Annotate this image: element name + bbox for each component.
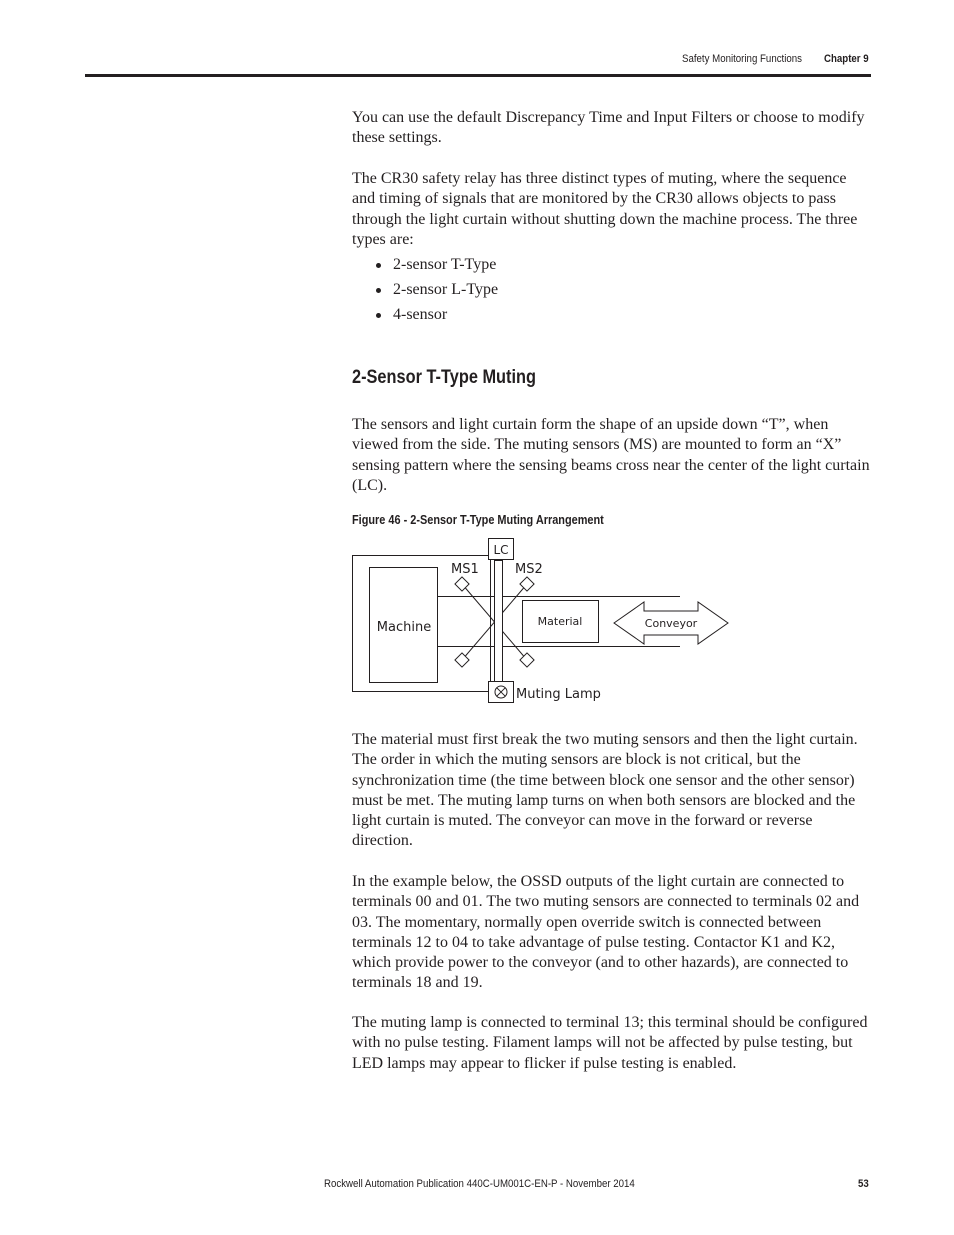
list-item: 2-sensor L-Type xyxy=(352,279,872,304)
header-rule xyxy=(85,74,871,77)
header-chapter: Chapter 9 xyxy=(824,53,869,65)
ms2-label: MS2 xyxy=(515,562,543,577)
figure-caption: Figure 46 - 2-Sensor T-Type Muting Arrangement xyxy=(352,512,604,527)
material-label: Material xyxy=(537,615,583,628)
paragraph-muting-types: The CR30 safety relay has three distinct types of muting, where the sequence and timing of signals that are monitored by the CR30 allows objects to pass through the light curtain without shutting down the machine process. The three types are: xyxy=(352,170,858,248)
paragraph-settings: You can use the default Discrepancy Time and Input Filters or choose to modify these settings. xyxy=(352,109,865,147)
paragraph-t-shape: The sensors and light curtain form the shape of an upside down “T”, when viewed from the side. The muting sensors (MS) are mounted to form an “X” sensing pattern where the sensing beams cross near the center of the light curtain (LC). xyxy=(352,416,870,494)
section-heading: 2-Sensor T-Type Muting xyxy=(352,367,536,388)
header-section-title: Safety Monitoring Functions xyxy=(682,53,802,65)
ms1-label: MS1 xyxy=(451,562,479,577)
muting-lamp-label: Muting Lamp xyxy=(516,687,601,702)
conveyor-label: Conveyor xyxy=(644,617,698,630)
footer-publication: Rockwell Automation Publication 440C-UM001C-EN-P - November 2014 xyxy=(324,1178,635,1190)
muting-sensor-ms1-top xyxy=(455,577,469,591)
muting-types-list xyxy=(352,254,872,329)
page-number: 53 xyxy=(858,1178,869,1190)
muting-sensor-ms2-top xyxy=(520,577,534,591)
muting-sensor-ms2-bottom xyxy=(455,653,469,667)
paragraph-muting-lamp: The muting lamp is connected to terminal 13; this terminal should be configured with no pulse testing. Filament lamps will not be affected by pulse testing, but LED lamps may appear to flicker if pulse testing is enabled. xyxy=(352,1014,868,1072)
muting-sensor-ms1-bottom xyxy=(520,653,534,667)
muting-arrangement-figure xyxy=(340,530,740,710)
machine-label: Machine xyxy=(376,620,432,635)
lc-label: LC xyxy=(493,543,509,557)
list-item: 4-sensor xyxy=(352,304,872,329)
list-item: 2-sensor T-Type xyxy=(352,254,872,279)
paragraph-wiring-example: In the example below, the OSSD outputs of the light curtain are connected to terminals 00 and 01. The two muting sensors are connected to terminals 02 and 03. The momentary, normally open override switch is connected between terminals 12 to 04 to take advantage of pulse testing. Contactor K1 and K2, which provide power to the conveyor (and to other hazards), are connected to terminals 18 and 19. xyxy=(352,873,860,992)
paragraph-sequence: The material must first break the two muting sensors and then the light curtain. The order in which the muting sensors are block is not critical, but the synchronization time (the time between block one sensor and the other sensor) must be met. The muting lamp turns on when both sensors are blocked and the light curtain is muted. The conveyor can move in the forward or reverse direction. xyxy=(352,731,858,850)
light-curtain xyxy=(495,561,503,683)
